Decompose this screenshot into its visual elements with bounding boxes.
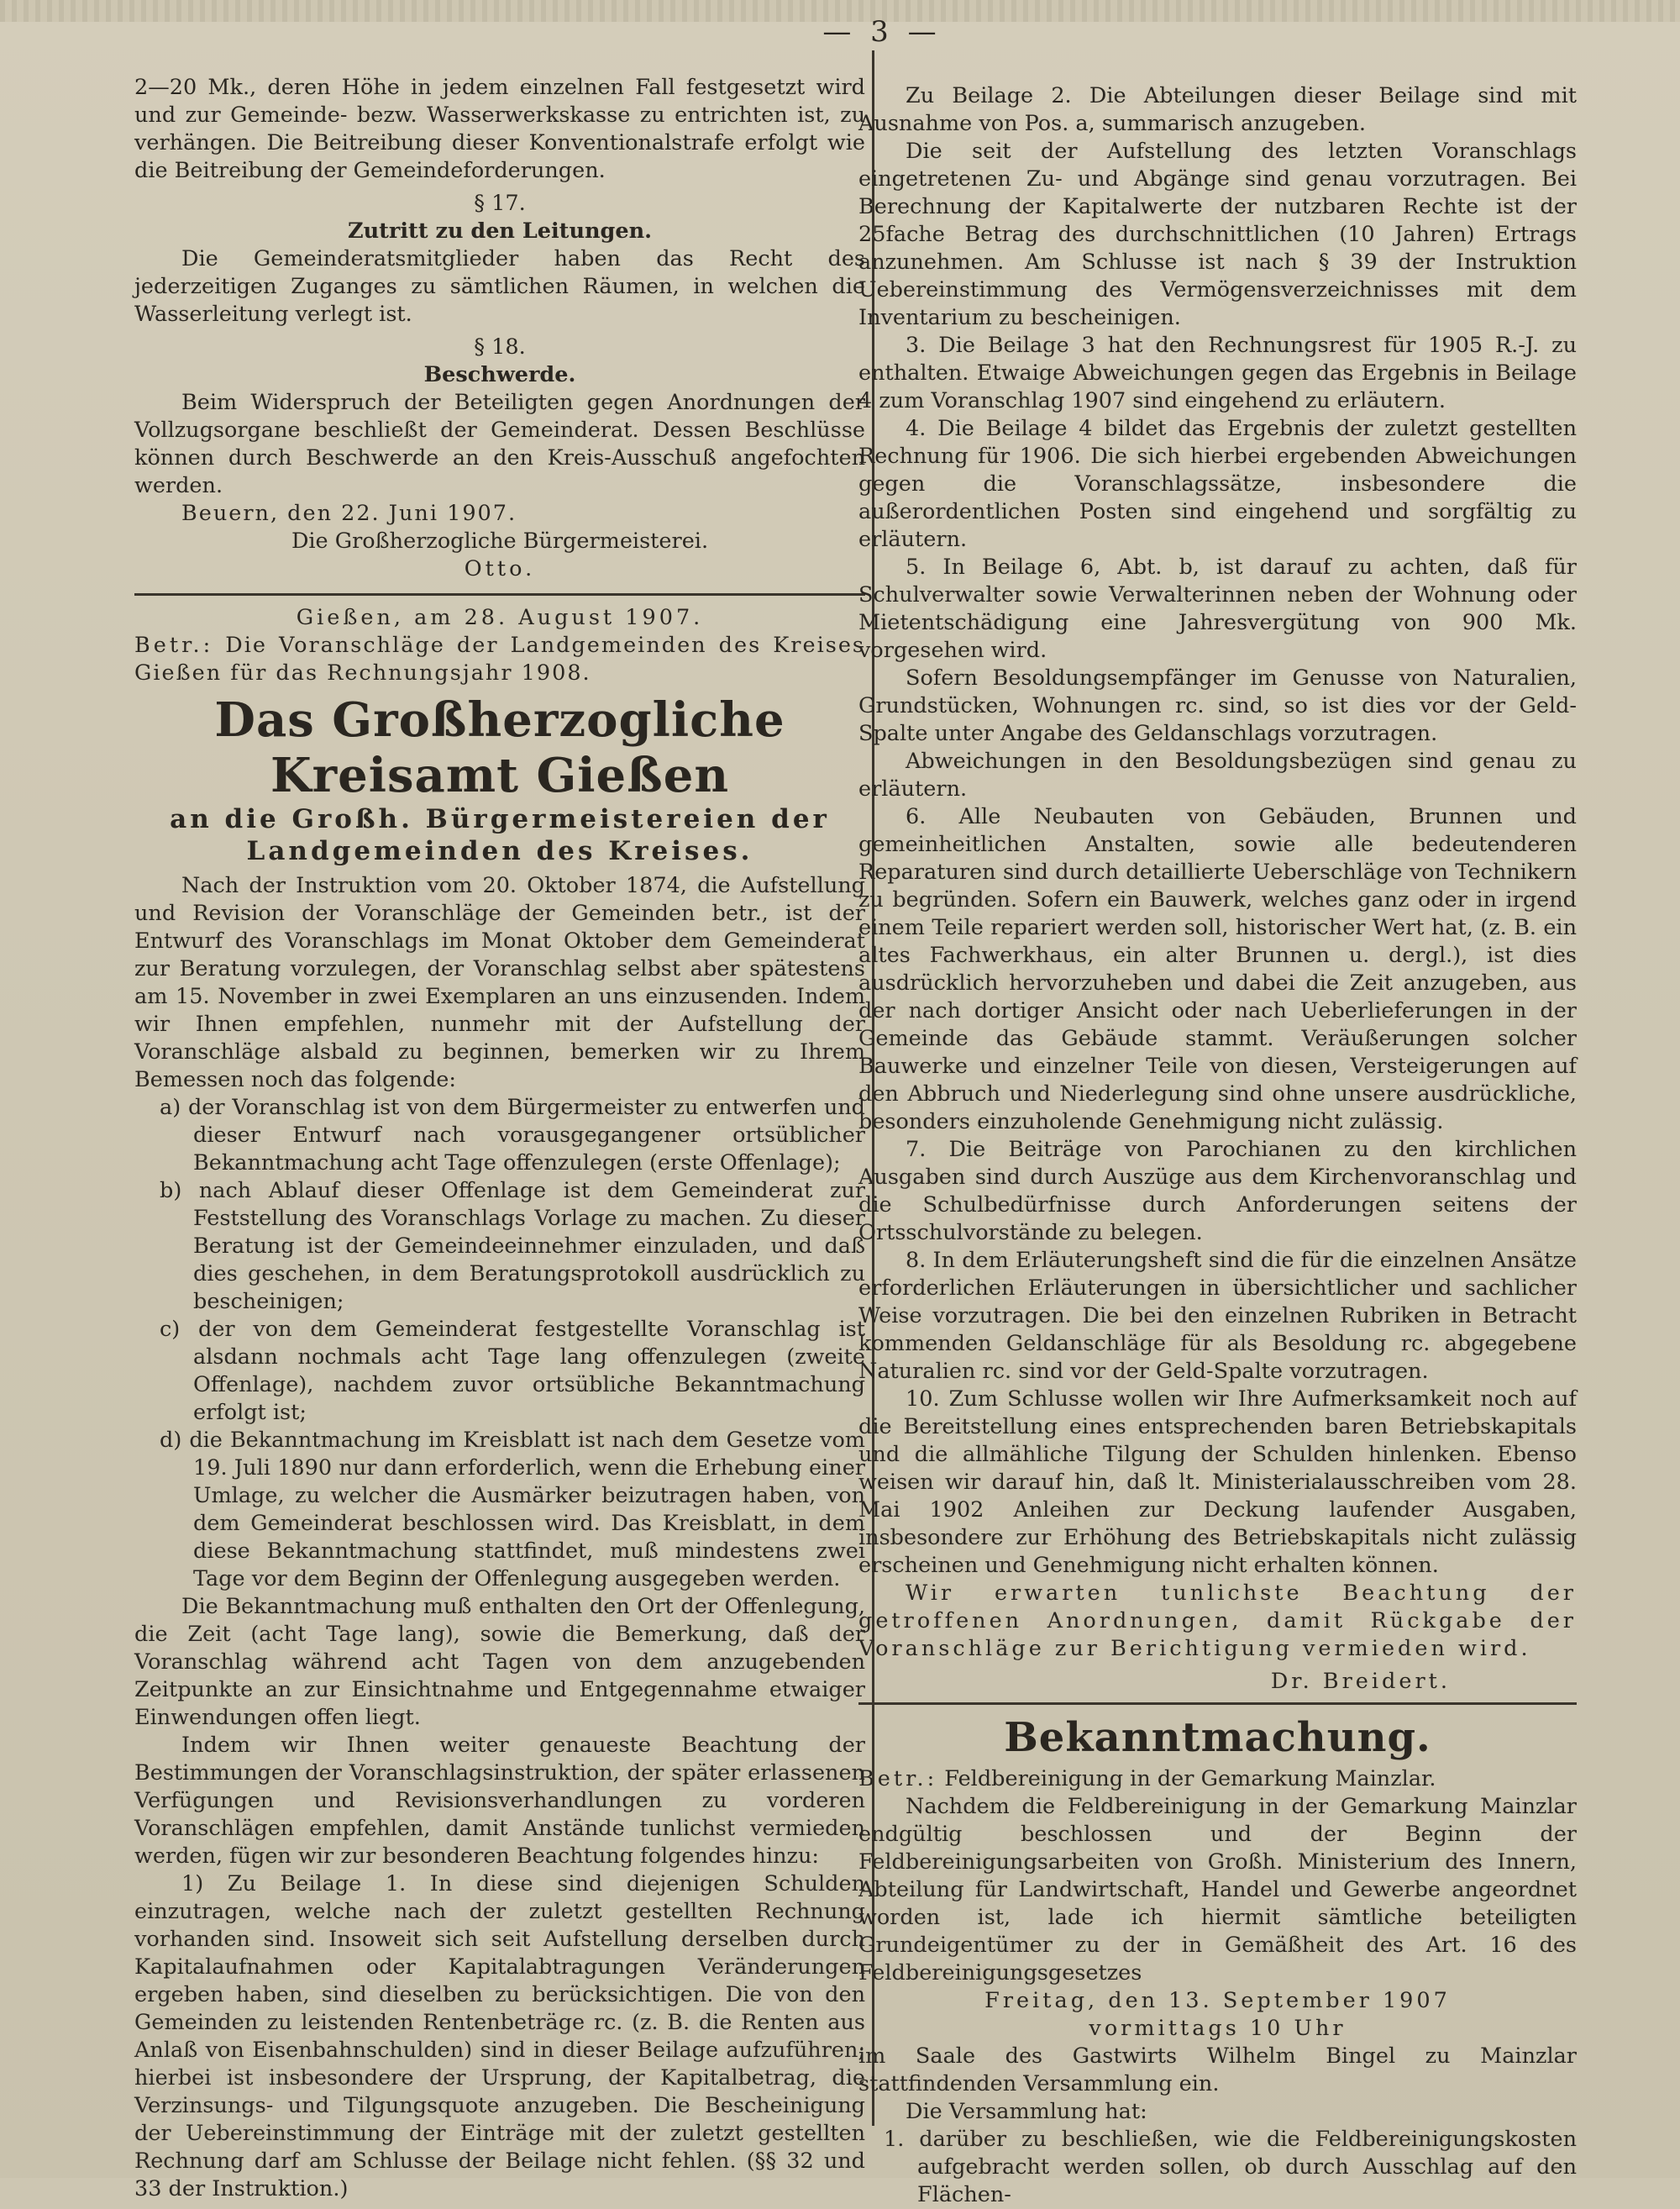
section-18-text: Beim Widerspruch der Beteiligten gegen Anordnungen der Vollzugsorgane beschließt der Gemeinderat. Dessen Beschlüsse können durch Beschwerde an den Kreis-Ausschuß angefochten werden. bbox=[134, 390, 865, 498]
bek-time: vormittags 10 Uhr bbox=[1089, 2016, 1347, 2041]
section-18-title: Beschwerde. bbox=[423, 362, 576, 387]
bek-agenda: Die Versammlung hat: bbox=[906, 2099, 1147, 2124]
section-17-text: Die Gemeinderatsmitglieder haben das Recht des jederzeitigen Zuganges zu sämtlichen Räumen, in welchen die Wasserleitung verlegt ist. bbox=[134, 246, 865, 327]
paragraph-beilage-1: 1) Zu Beilage 1. In diese sind diejenigen Schulden einzutragen, welche nach der zuletzt gestellten Rechnung vorhanden sind. Insoweit sich seit Aufstellung derselben durch Kapitalaufnahmen oder Kapitalabtragungen Veränderungen ergeben haben, sind dieselben zu berücksichtigen. Die von den Gemeinden zu leistenden Rentenbeträge rc. (z. B. die Renten aus Anlaß von Eisenbahnschulden) sind in dieser Beilage aufzuführen; hierbei ist insbesondere der Ursprung, der Kapitalbetrag, die Verzinsungs- und Tilgungsquote anzugeben. Die Bescheinigung der Uebereinstimmung der Einträge mit der zuletzt gestellten Rechnung darf am Schlusse der Beilage nicht fehlen. (§§ 32 und 33 der Instruktion.) bbox=[134, 1871, 865, 2201]
paragraph-beilage-2: Zu Beilage 2. Die Abteilungen dieser Beilage sind mit Ausnahme von Pos. a, summarisch anzugeben. bbox=[858, 83, 1577, 136]
bek-subject bbox=[858, 1765, 1577, 1793]
list-item-b: b) nach Ablauf dieser Offenlage ist dem Gemeinderat zur Feststellung des Voranschlags Vorlage zu machen. Zu dieser Beratung ist der Gemeindeeinnehmer einzuladen, und daß dies geschehen, in dem Beratungsprotokoll ausdrücklich zu bescheinigen; bbox=[160, 1178, 865, 1314]
left-column bbox=[134, 74, 865, 2203]
intro-paragraph: Nach der Instruktion vom 20. Oktober 1874, die Aufstellung und Revision der Voranschläge der Gemeinden betr., ist der Entwurf des Voranschlags im Monat Oktober dem Gemeinderat zur Beratung vorzulegen, der Voranschlag selbst aber spätestens am 15. November in zwei Exemplaren an uns einzusenden. Indem wir Ihnen empfehlen, nunmehr mit der Aufstellung der Voranschläge alsbald zu beginnen, bemerken wir zu Ihrem Bemessen noch das folgende: bbox=[134, 873, 865, 1092]
paragraph-beilage-3: 3. Die Beilage 3 hat den Rechnungsrest für 1905 R.-J. zu enthalten. Etwaige Abweichungen gegen das Ergebnis in Beilage 4 zum Voranschlag 1907 sind eingehend zu erläutern. bbox=[858, 333, 1577, 413]
section-17-number: § 17. bbox=[474, 191, 526, 216]
paragraph-beilage-5c: Abweichungen in den Besoldungsbezügen sind genau zu erläutern. bbox=[858, 749, 1577, 802]
section-rule bbox=[134, 593, 865, 596]
section-18-number: § 18. bbox=[474, 334, 526, 360]
bek-subject-text: Feldbereinigung in der Gemarkung Mainzlar. bbox=[944, 1766, 1436, 1791]
paragraph-final: Wir erwarten tunlichste Beachtung der getroffenen Anordnungen, damit Rückgabe der Voranschläge zur Berichtigung vermieden wird. bbox=[858, 1580, 1577, 1661]
bek-place: im Saale des Gastwirts Wilhelm Bingel zu Mainzlar stattfindenden Versammlung ein. bbox=[858, 2043, 1577, 2096]
signature-otto: Otto. bbox=[464, 556, 536, 581]
bek-subject-label: Betr.: bbox=[858, 1766, 938, 1791]
paragraph-beilage-5b: Sofern Besoldungsempfänger im Genusse von Naturalien, Grundstücken, Wohnungen rc. sind, so ist dies vor der Geld-Spalte unter Angabe des Geldanschlags vorzutragen. bbox=[858, 665, 1577, 746]
paragraph-indem: Indem wir Ihnen weiter genaueste Beachtung der Bestimmungen der Voranschlagsinstruktion, der später erlassenen Verfügungen und Revisionsverhandlungen zu vorderen Voranschlägen empfehlen, damit Anstände tunlichst vermieden werden, fügen wir zur besonderen Beachtung folgendes hinzu: bbox=[134, 1733, 865, 1869]
notice-subject bbox=[134, 632, 865, 687]
paragraph-item-6: 6. Alle Neubauten von Gebäuden, Brunnen und gemeinheitlichen Anstalten, sowie alle bedeutenderen Reparaturen sind durch detaillierte Ueberschläge von Technikern zu begründen. Sofern ein Bauwerk, welches ganz oder in irgend einem Teile repariert werden soll, historischer Wert hat, (z. B. ein altes Fachwerkhaus, ein alter Brunnen u. dergl.), ist dies ausdrücklich hervorzuheben und dabei die Zeit anzugeben, aus der nach dortiger Ansicht oder nach Ueberlieferungen in der Gemeinde das Gebäude stammt. Veräußerungen solcher Bauwerke und einzelner Teile von diesen, Versteigerungen auf den Abbruch und Niederlegung sind ohne unsere ausdrückliche, besonders einzuholende Genehmigung nicht zulässig. bbox=[858, 804, 1577, 1134]
date-place: Beuern, den 22. Juni 1907. bbox=[181, 501, 517, 526]
paragraph-beilage-5: 5. In Beilage 6, Abt. b, ist darauf zu achten, daß für Schulverwalter sowie Verwalterinnen neben der Wohnung oder Mietentschädigung eine Jahresvergütung von 900 Mk. vorgesehen wird. bbox=[858, 555, 1577, 663]
paragraph-beilage-2b: Die seit der Aufstellung des letzten Voranschlags eingetretenen Zu- und Abgänge sind genau vorzutragen. Bei Berechnung der Kapitalwerte der nutzbaren Rechte ist der 25fache Betrag des durchschnittlichen (10 Jahren) Ertrags anzunehmen. Am Schlusse ist nach § 39 der Instruktion Uebereinstimmung des Vermögensverzeichnisses mit dem Inventarium zu bescheinigen. bbox=[858, 139, 1577, 330]
paragraph-beilage-4: 4. Die Beilage 4 bildet das Ergebnis der zuletzt gestellten Rechnung für 1906. Die sich hierbei ergebenden Abweichungen gegen die Voranschlagssätze, insbesondere die außerordentlichen Posten sind eingehend und sorgfältig zu erläutern. bbox=[858, 416, 1577, 552]
bek-text: Nachdem die Feldbereinigung in der Gemarkung Mainzlar endgültig beschlossen und der Beginn der Feldbereinigungsarbeiten von Großh. Ministerium des Innern, Abteilung für Landwirtschaft, Handel und Gewerbe angeordnet worden ist, lade ich hiermit sämtliche beteiligten Grundeigentümer zu der in Gemäßheit des Art. 16 des Feldbereinigungsgesetzes bbox=[858, 1794, 1577, 1985]
subheadline: an die Großh. Bürgermeistereien der Landgemeinden des Kreises. bbox=[170, 804, 830, 866]
paragraph-bekanntmachung: Die Bekanntmachung muß enthalten den Ort der Offenlegung, die Zeit (acht Tage lang), sowie die Bemerkung, daß der Voranschlag während acht Tagen von dem anzugebenden Zeitpunkte an zur Einsichtnahme und Entgegennahme etwaiger Einwendungen offen liegt. bbox=[134, 1594, 865, 1730]
page-number: — 3 — bbox=[822, 15, 942, 49]
right-column bbox=[858, 82, 1577, 2209]
bekanntmachung-title: Bekanntmachung. bbox=[1004, 1714, 1431, 1761]
bek-item-1: 1. darüber zu beschließen, wie die Feldbereinigungskosten aufgebracht werden sollen, ob durch Ausschlag auf den Flächen- bbox=[884, 2127, 1577, 2207]
notice-date: Gießen, am 28. August 1907. bbox=[296, 605, 704, 630]
list-item-c: c) der von dem Gemeinderat festgestellte Voranschlag ist alsdann nochmals acht Tage lang offenzulegen (zweite Offenlage), nachdem zuvor ortsübliche Bekanntmachung erfolgt ist; bbox=[160, 1317, 865, 1425]
subject-text: Die Voranschläge der Landgemeinden des Kreises Gießen für das Rechnungsjahr 1908. bbox=[134, 633, 865, 686]
headline: Das Großherzogliche Kreisamt Gießen bbox=[214, 692, 785, 803]
subject-label: Betr.: bbox=[134, 633, 214, 658]
signature-breidert: Dr. Breidert. bbox=[1270, 1669, 1451, 1694]
section-rule-right bbox=[858, 1702, 1577, 1705]
list-item-a: a) der Voranschlag ist von dem Bürgermeister zu entwerfen und dieser Entwurf nach vorausgegangener ortsüblicher Bekanntmachung acht Tage offenzulegen (erste Offenlage); bbox=[160, 1095, 865, 1176]
paragraph-item-8: 8. In dem Erläuterungsheft sind die für die einzelnen Ansätze erforderlichen Erläuterungen in übersichtlicher und sachlicher Weise vorzutragen. Die bei den einzelnen Rubriken in Betracht kommenden Geldanschläge für als Besoldung rc. abgegebene Naturalien rc. sind vor der Geld-Spalte vorzutragen. bbox=[858, 1248, 1577, 1384]
section-17-title: Zutritt zu den Leitungen. bbox=[347, 218, 653, 244]
paragraph-item-10: 10. Zum Schlusse wollen wir Ihre Aufmerksamkeit noch auf die Bereitstellung eines entsprechenden baren Betriebskapitals und die allmähliche Tilgung der Schulden hinlenken. Ebenso weisen wir darauf hin, daß lt. Ministerialausschreiben vom 28. Mai 1902 Anleihen zur Deckung laufender Ausgaben, insbesondere zur Erhöhung des Betriebskapitals nicht zulässig erscheinen und Genehmigung nicht erhalten können. bbox=[858, 1386, 1577, 1578]
paragraph-continuation: 2—20 Mk., deren Höhe in jedem einzelnen Fall festgesetzt wird und zur Gemeinde- bezw. Wasserwerkskasse zu entrichten ist, zu verhängen. Die Beitreibung dieser Konventionalstrafe erfolgt wie die Beitreibung der Gemeindeforderungen. bbox=[134, 75, 865, 183]
list-item-d: d) die Bekanntmachung im Kreisblatt ist nach dem Gesetze vom 19. Juli 1890 nur dann erforderlich, wenn die Erhebung einer Umlage, zu welcher die Ausmärker beizutragen haben, von dem Gemeinderat beschlossen wird. Das Kreisblatt, in dem diese Bekanntmachung stattfindet, muß mindestens zwei Tage vor dem Beginn der Offenlegung ausgegeben werden. bbox=[160, 1428, 865, 1591]
authority-name: Die Großherzogliche Bürgermeisterei. bbox=[291, 529, 709, 554]
bek-date: Freitag, den 13. September 1907 bbox=[984, 1988, 1451, 2013]
paragraph-item-7: 7. Die Beiträge von Parochianen zu den kirchlichen Ausgaben sind durch Auszüge aus dem Kirchenvoranschlag und die Schulbedürfnisse durch Anforderungen seitens der Ortsschulvorstände zu belegen. bbox=[858, 1137, 1577, 1245]
